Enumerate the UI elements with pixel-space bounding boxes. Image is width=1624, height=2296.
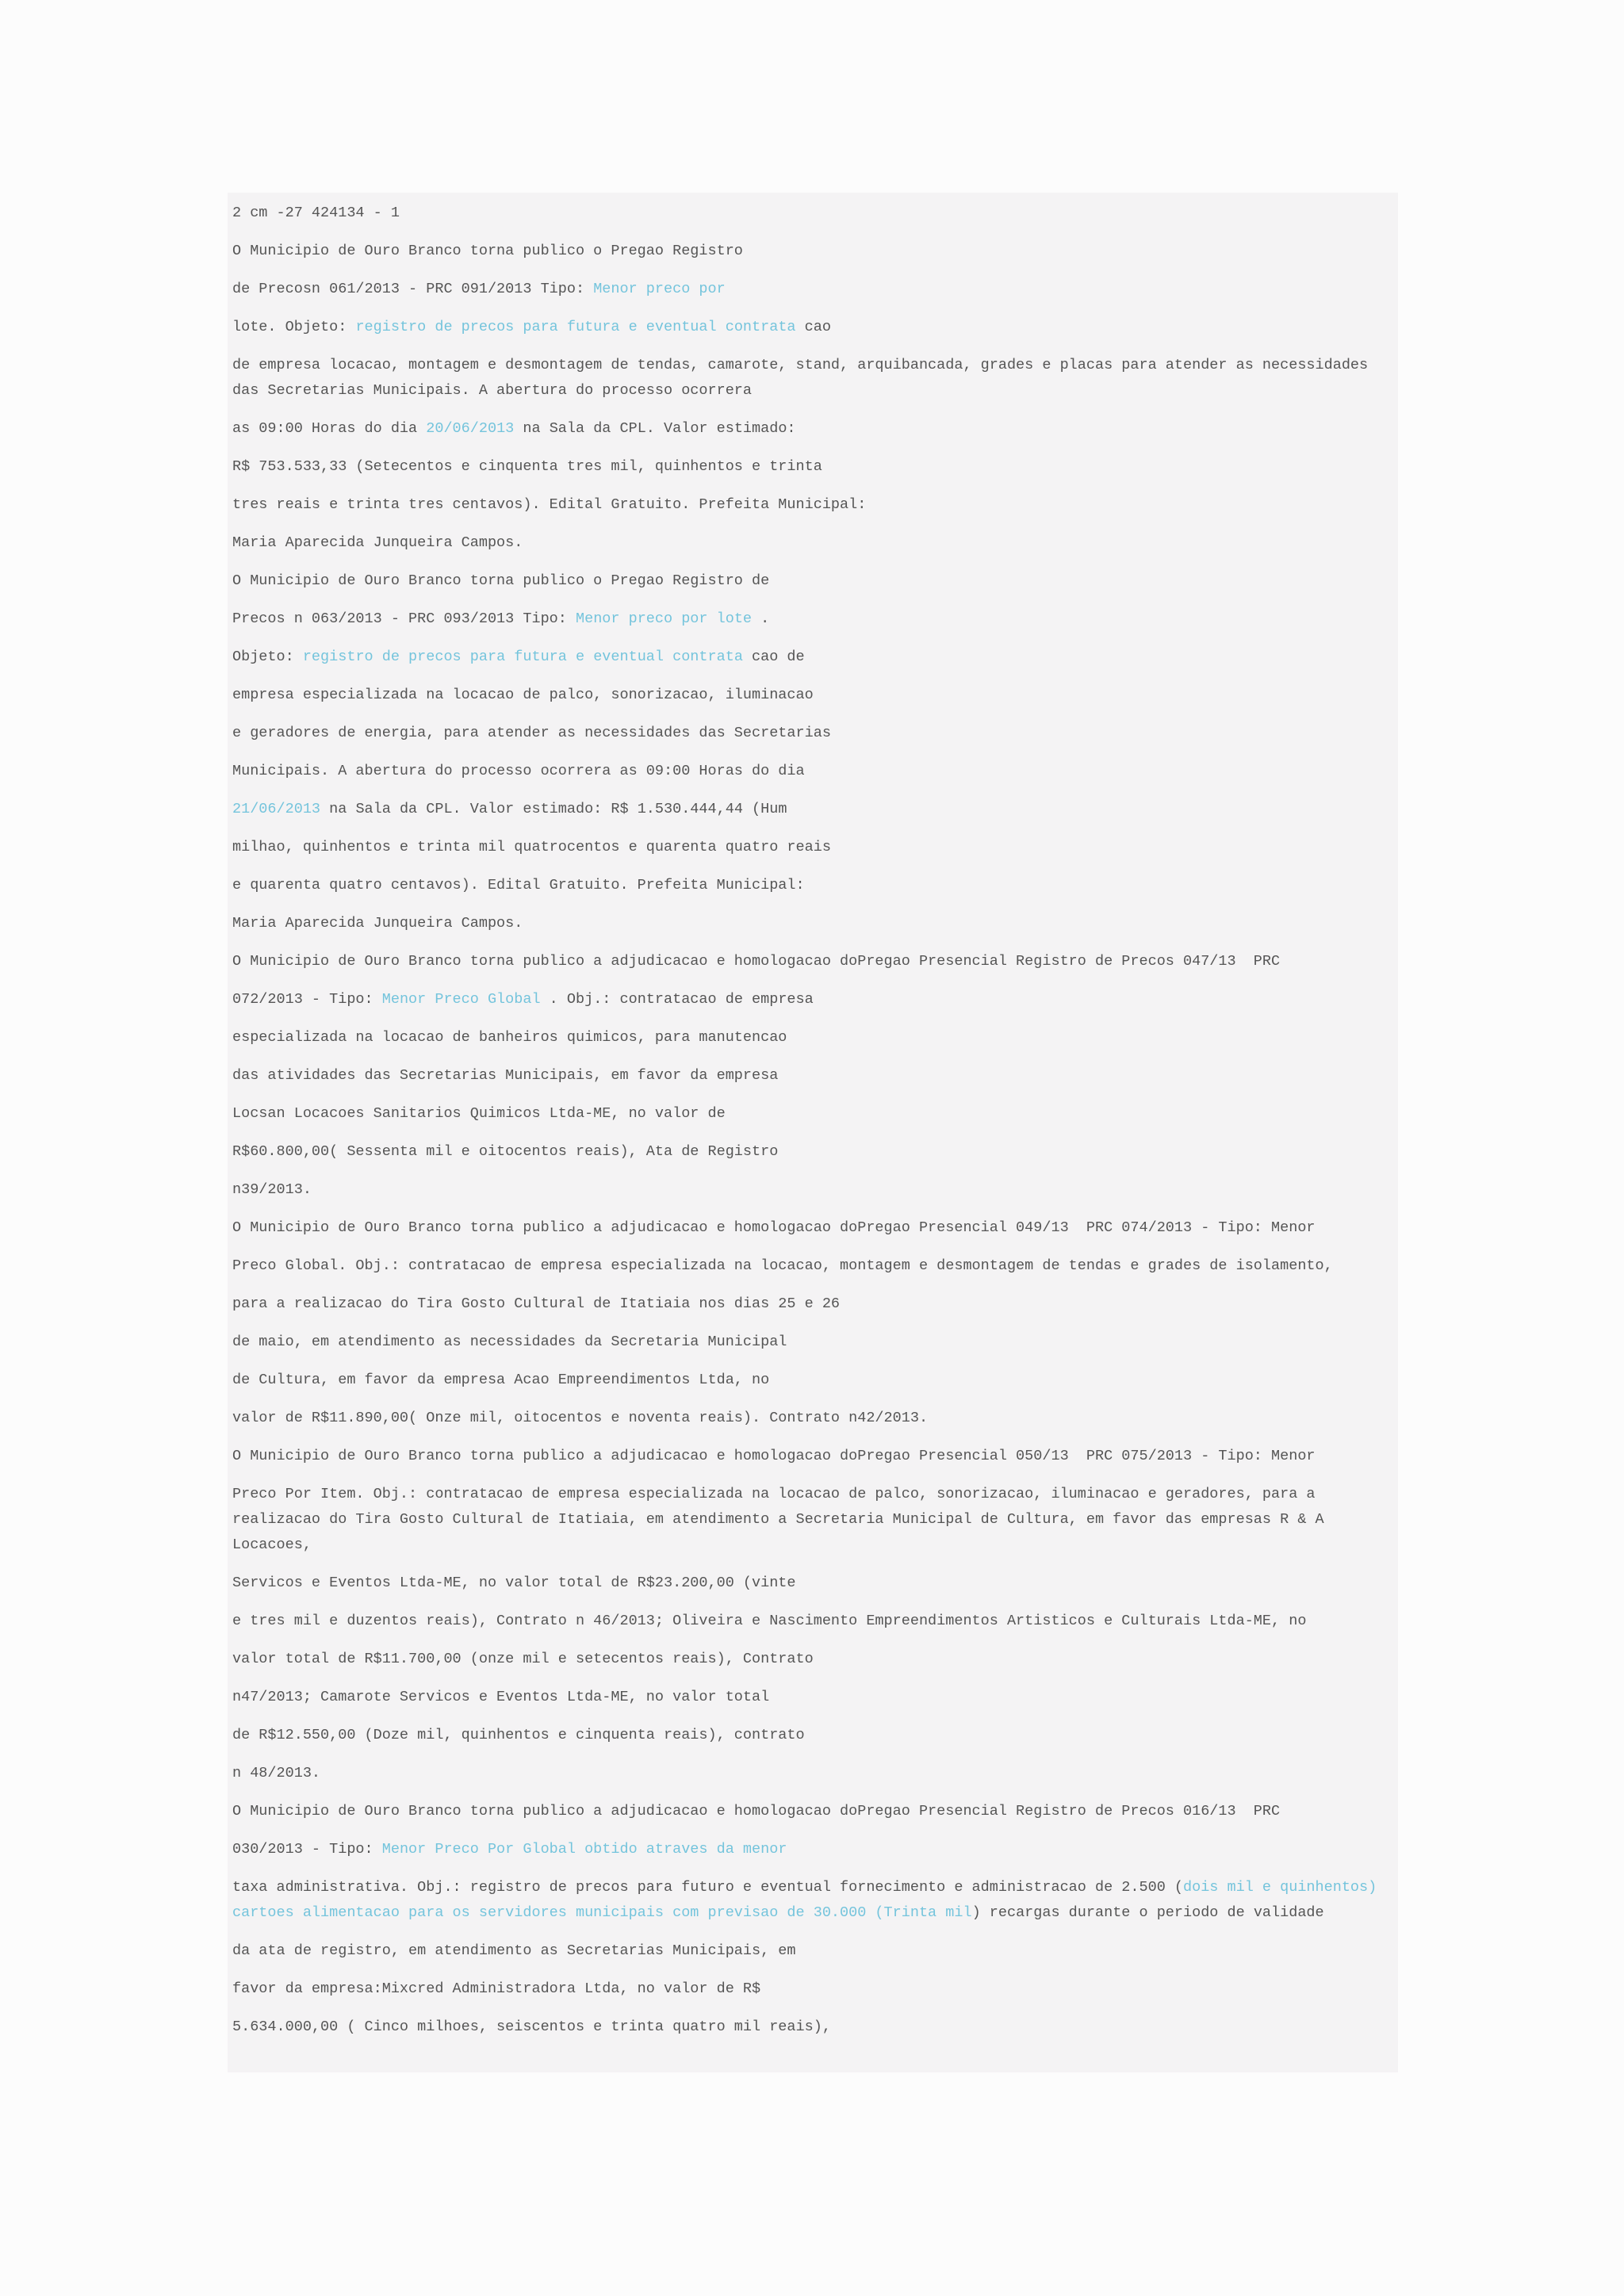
text-segment: 5.634.000,00 ( Cinco milhoes, seiscentos e trinta quatro mil reais), [232,2019,831,2035]
text-segment: . Obj.: contratacao de empresa [540,991,814,1008]
text-segment: e tres mil e duzentos reais), Contrato n 46/2013; Oliveira e Nascimento Empreendimentos Artisticos e Culturais Ltda-ME, no [232,1613,1307,1629]
document-line [232,1571,1398,1596]
text-segment: n47/2013; Camarote Servicos e Eventos Ltda-ME, no valor total [232,1689,770,1705]
document-line [232,1875,1386,1926]
document-line [232,1253,1398,1279]
document-line [232,239,1398,264]
text-segment: Servicos e Eventos Ltda-ME, no valor total de R$23.200,00 (vinte [232,1575,796,1591]
text-segment: para a realizacao do Tira Gosto Cultural de Itatiaia nos dias 25 e 26 [232,1295,841,1312]
document-line [232,416,1398,442]
document-line [232,1368,1398,1393]
document-line [232,835,1398,860]
text-segment: n 48/2013. [232,1765,321,1781]
text-segment: cao de [742,649,805,665]
text-segment: valor total de R$11.700,00 (onze mil e setecentos reais), Contrato [232,1651,814,1667]
text-segment: milhao, quinhentos e trinta mil quatrocentos e quarenta quatro reais [232,839,831,855]
document-line [232,1101,1398,1127]
text-segment: as 09:00 Horas do dia [232,420,427,437]
text-segment: especializada na locacao de banheiros quimicos, para manutencao [232,1029,787,1046]
text-segment: 030/2013 - Tipo: [232,1841,382,1858]
document-line [232,492,1398,518]
document-line [232,2015,1398,2040]
text-segment: taxa administrativa. Obj.: registro de precos para futuro e eventual fornecimento e administracao de 2.500 ( [232,1879,1183,1896]
text-segment: R$60.800,00( Sessenta mil e oitocentos reais), Ata de Registro [232,1143,779,1160]
text-segment: O Municipio de Ouro Branco torna publico a adjudicacao e homologacao doPregao Presencial 050/13 PRC 075/2013 - Tipo: Menor [232,1448,1316,1464]
text-segment: de Cultura, em favor da empresa Acao Empreendimentos Ltda, no [232,1372,770,1388]
text-segment: Preco Por Item. Obj.: contratacao de empresa especializada na locacao de palco, sonorizacao, iluminacao e geradores, para a realizacao do Tira Gosto Cultural de Itatiaia, em atendimento a Secretaria Municipal de Cultura, em favor das empresas R & A Locacoes, [232,1486,1333,1553]
document-line [232,1976,1398,2002]
text-segment: Objeto: [232,649,303,665]
highlighted-text: Menor preco por lote [575,610,753,627]
text-segment: O Municipio de Ouro Branco torna publico a adjudicacao e homologacao doPregao Presencial Registro de Precos 016/13 PRC [232,1803,1281,1820]
text-segment: lote. Objeto: [232,319,356,335]
highlighted-text: dois mil e quinhentos) cartoes alimentacao para os servidores municipais com previsao de 30.000 (Trinta mil [232,1879,1386,1921]
document-line [232,797,1398,822]
document-line [232,1685,1398,1710]
highlighted-text: registro de precos para futura e eventual contrata [302,649,743,665]
highlighted-text: 21/06/2013 [232,801,321,817]
text-segment: empresa especializada na locacao de palco, sonorizacao, iluminacao [232,687,814,703]
text-segment: e geradores de energia, para atender as necessidades das Secretarias [232,725,831,741]
document-line [232,530,1398,556]
document-line [232,568,1398,594]
highlighted-text: Menor preco por [593,281,726,297]
document-line [232,277,1398,302]
document-line [232,1177,1398,1203]
document-line [232,1330,1398,1355]
document-line [232,759,1398,784]
document-line [232,454,1398,480]
document-line [232,1063,1398,1089]
text-segment: 072/2013 - Tipo: [232,991,382,1008]
text-segment: das atividades das Secretarias Municipais, em favor da empresa [232,1067,779,1084]
document-line [232,353,1386,404]
text-segment: O Municipio de Ouro Branco torna publico a adjudicacao e homologacao doPregao Presencial Registro de Precos 047/13 PRC [232,953,1281,970]
document-line [232,1444,1398,1469]
document-line [232,683,1398,708]
text-segment: valor de R$11.890,00( Onze mil, oitocentos e noventa reais). Contrato n42/2013. [232,1410,929,1426]
text-segment: O Municipio de Ouro Branco torna publico o Pregao Registro [232,243,743,259]
text-segment: Precos n 063/2013 - PRC 093/2013 Tipo: [232,610,576,627]
document-line [232,1482,1386,1558]
document-line [232,949,1398,974]
text-segment: na Sala da CPL. Valor estimado: R$ 1.530.444,44 (Hum [320,801,787,817]
text-segment: ) recargas durante o periodo de validade [971,1904,1324,1921]
document-line [232,911,1398,936]
highlighted-text: Menor Preco Por Global obtido atraves da menor [381,1841,787,1858]
document-line [232,1139,1398,1165]
document-line [232,1938,1398,1964]
highlighted-text: Menor Preco Global [381,991,541,1008]
document-line [232,1761,1398,1786]
highlighted-text: 20/06/2013 [426,420,515,437]
text-segment: Maria Aparecida Junqueira Campos. [232,534,523,551]
document-line [232,1406,1398,1431]
text-segment: Locsan Locacoes Sanitarios Quimicos Ltda-ME, no valor de [232,1105,726,1122]
document-line [232,1723,1398,1748]
document-body [228,193,1398,2072]
document-line [232,1609,1398,1634]
text-segment: Preco Global. Obj.: contratacao de empresa especializada na locacao, montagem e desmontagem de tendas e grades de isolamento, [232,1257,1333,1274]
document-line [232,1837,1398,1862]
text-segment: de maio, em atendimento as necessidades da Secretaria Municipal [232,1334,787,1350]
document-line [232,721,1398,746]
text-segment: . [752,610,770,627]
text-segment: O Municipio de Ouro Branco torna publico a adjudicacao e homologacao doPregao Presencial 049/13 PRC 074/2013 - Tipo: Menor [232,1219,1316,1236]
text-segment: de R$12.550,00 (Doze mil, quinhentos e cinquenta reais), contrato [232,1727,805,1743]
text-segment: na Sala da CPL. Valor estimado: [514,420,796,437]
document-line [232,1025,1398,1050]
text-segment: de Precosn 061/2013 - PRC 091/2013 Tipo: [232,281,594,297]
document-line [232,987,1398,1012]
text-segment: R$ 753.533,33 (Setecentos e cinquenta tres mil, quinhentos e trinta [232,458,822,475]
highlighted-text: registro de precos para futura e eventual contrata [355,319,796,335]
text-segment: tres reais e trinta tres centavos). Edital Gratuito. Prefeita Municipal: [232,496,867,513]
document-header: 2 cm -27 424134 - 1 [232,205,400,221]
text-segment: e quarenta quatro centavos). Edital Gratuito. Prefeita Municipal: [232,877,805,894]
document-line [232,873,1398,898]
document-line [232,607,1398,632]
text-segment: O Municipio de Ouro Branco torna publico o Pregao Registro de [232,572,770,589]
document-line [232,1215,1398,1241]
document-line [232,1647,1398,1672]
text-segment: n39/2013. [232,1181,312,1198]
text-segment: da ata de registro, em atendimento as Secretarias Municipais, em [232,1942,796,1959]
document-line [232,1799,1398,1824]
text-segment: Municipais. A abertura do processo ocorrera as 09:00 Horas do dia [232,763,805,779]
document-lines [232,239,1398,2040]
document-line [232,1292,1398,1317]
text-segment: Maria Aparecida Junqueira Campos. [232,915,523,932]
text-segment: de empresa locacao, montagem e desmontagem de tendas, camarote, stand, arquibancada, grades e placas para atender as necessidades das Secretarias Municipais. A abertura do processo ocorrera [232,357,1377,399]
document-line [232,645,1398,670]
document-line [232,315,1398,340]
text-segment: favor da empresa:Mixcred Administradora Ltda, no valor de R$ [232,1980,761,1997]
text-segment: cao [795,319,831,335]
